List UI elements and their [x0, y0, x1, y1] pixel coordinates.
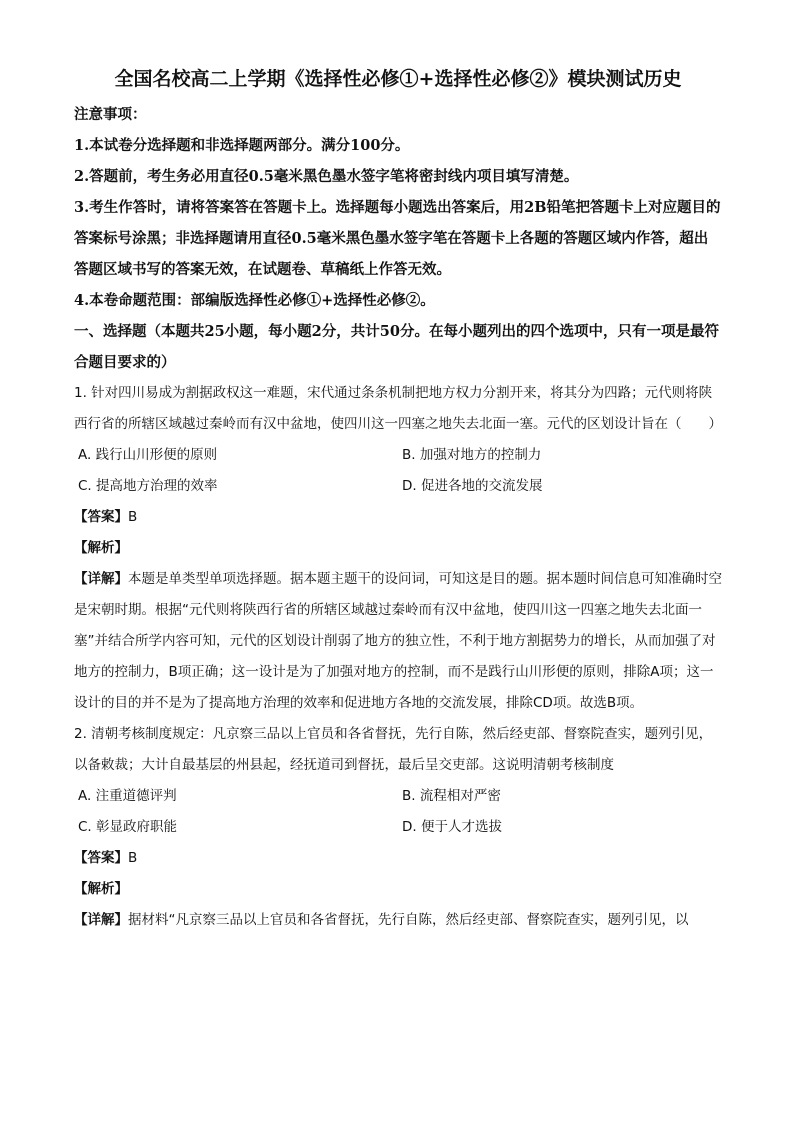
notice-section [74, 99, 722, 316]
detail-paragraph [74, 564, 722, 719]
option-c: C. 提高地方治理的效率 [78, 478, 218, 494]
notice-heading: 注意事项： [74, 106, 147, 123]
question-2 [74, 719, 722, 936]
notice-item: 2.答题前，考生务必用直径0.5毫米黑色墨水签字笔将密封线内项目填写清楚。 [74, 168, 579, 185]
options [74, 440, 722, 502]
page-title: 全国名校高二上学期《选择性必修①+选择性必修②》模块测试历史 [114, 68, 682, 90]
option-d: D. 促进各地的交流发展 [402, 478, 543, 494]
option-a: A. 注重道德评判 [78, 788, 177, 804]
analysis-tag: 【解析】 [74, 881, 128, 897]
options [74, 781, 722, 843]
analysis-tag: 【解析】 [74, 540, 128, 556]
detail-tag: 【详解】 [74, 912, 128, 928]
detail-paragraph [74, 905, 722, 936]
answer-tag: 【答案】 [74, 509, 128, 525]
section-heading: 一、选择题（本题共25小题，每小题2分，共计50分。在每小题列出的四个选项中，只有一项是最符合题目要求的） [74, 323, 719, 371]
option-c: C. 彰显政府职能 [78, 819, 178, 835]
answer-value: B [128, 509, 138, 525]
answer-line [74, 843, 722, 874]
notice-item: 4.本卷命题范围：部编版选择性必修①+选择性必修②。 [74, 292, 435, 309]
question-1 [74, 378, 722, 719]
option-b: B. 加强对地方的控制力 [402, 447, 542, 463]
option-b: B. 流程相对严密 [402, 788, 501, 804]
notice-item: 1.本试卷分选择题和非选择题两部分。满分100分。 [74, 137, 410, 154]
answer-tag: 【答案】 [74, 850, 128, 866]
detail-tag: 【详解】 [74, 571, 128, 587]
question-stem: 2. 清朝考核制度规定：凡京察三品以上官员和各省督抚，先行自陈，然后经吏部、督察院查实，题列引见，以备敕裁；大计自最基层的州县起，经抚道司到督抚，最后呈交吏部。这说明清朝考核制度 [74, 726, 713, 773]
answer-value: B [128, 850, 138, 866]
option-a: A. 践行山川形便的原则 [78, 447, 218, 463]
option-d: D. 便于人才选拔 [402, 819, 502, 835]
notice-item: 3.考生作答时，请将答案答在答题卡上。选择题每小题选出答案后，用2B铅笔把答题卡上对应题目的答案标号涂黑；非选择题请用直径0.5毫米黑色墨水签字笔在答题卡上各题的答题区域内作答，超出答题区域书写的答案无效，在试题卷、草稿纸上作答无效。 [74, 199, 721, 278]
detail-text: 据材料“凡京察三品以上官员和各省督抚，先行自陈，然后经吏部、督察院查实，题列引见，以 [128, 912, 689, 928]
question-stem: 1. 针对四川易成为割据政权这一难题，宋代通过条条机制把地方权力分割开来，将其分为四路；元代则将陕西行省的所辖区域越过秦岭而有汉中盆地，使四川这一四塞之地失去北面一塞。元代的区划设计旨在（ ） [74, 385, 722, 432]
answer-line [74, 502, 722, 533]
detail-text: 本题是单类型单项选择题。据本题主题干的设问词，可知这是目的题。据本题时间信息可知准确时空是宋朝时期。根据“元代则将陕西行省的所辖区域越过秦岭而有汉中盆地，使四川这一四塞之地失去北面一塞”并结合所学内容可知，元代的区划设计削弱了地方的独立性，不利于地方割据势力的增长，从而加强了对地方的控制力，B项正确；这一设计是为了加强对地方的控制，而不是践行山川形便的原则，排除A项；这一设计的目的并不是为了提高地方治理的效率和促进地方各地的交流发展，排除CD项。故选B项。 [74, 571, 722, 711]
